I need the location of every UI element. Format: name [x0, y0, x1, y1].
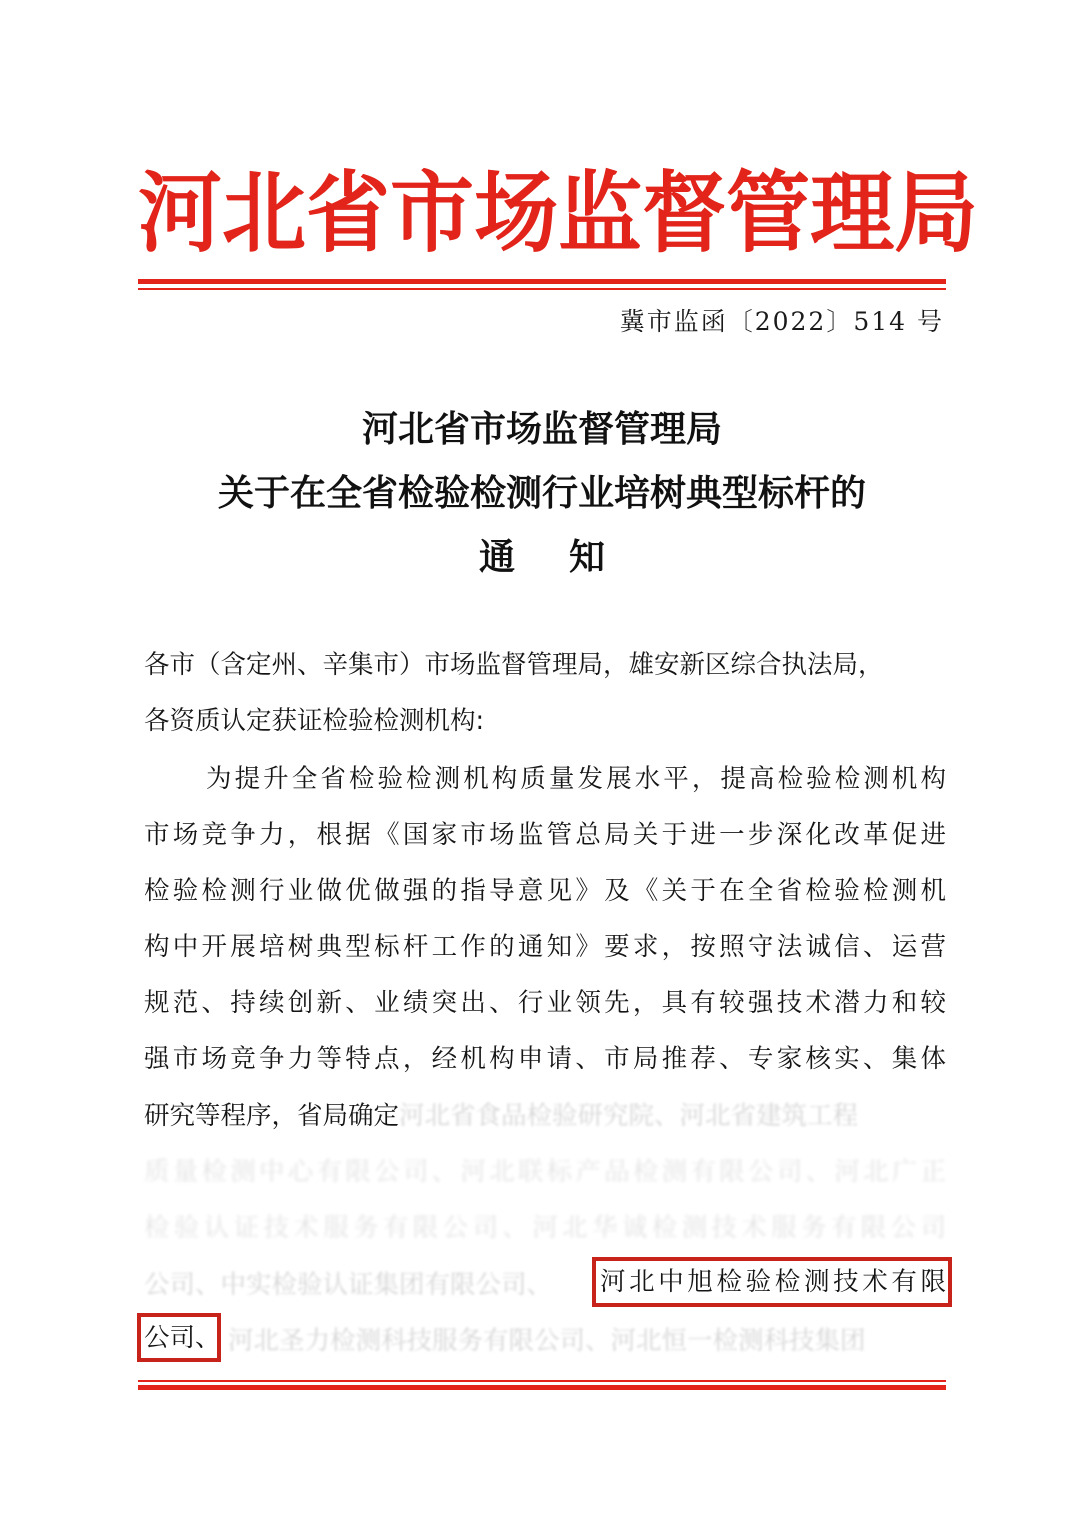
- body-line: 规范、持续创新、业绩突出、行业领先，具有较强技术潜力和较: [144, 988, 946, 1018]
- issuer-title-char: 北: [222, 160, 307, 265]
- heading-line-1: 河北省市场监督管理局: [361, 409, 722, 450]
- body-line-faded: 质量检测中心有限公司、河北联标产品检测有限公司、河北广正: [144, 1157, 946, 1187]
- heading-char: 知: [569, 537, 606, 578]
- highlighted-company-name: 河北中旭检验检测技术有限: [600, 1267, 946, 1297]
- highlighted-company-name: 公司、: [144, 1323, 221, 1353]
- body-line-faded: 河北圣力检测科技服务有限公司、河北恒一检测科技集团: [228, 1326, 866, 1356]
- issuer-title: [138, 158, 979, 268]
- body-line: 市场竞争力，根据《国家市场监管总局关于进一步深化改革促进: [144, 820, 946, 850]
- heading-line-2: 关于在全省检验检测行业培树典型标杆的: [217, 473, 866, 514]
- body-text-faded: 河北省食品检验研究院、河北省建筑工程: [399, 1101, 859, 1131]
- body-line-faded: 公司、中实检验认证集团有限公司、: [144, 1270, 553, 1300]
- heading-line-3: [138, 526, 946, 590]
- heading-char: 通: [478, 537, 515, 578]
- header-rule-thick: [138, 279, 946, 284]
- issuer-title-char: 监: [558, 160, 643, 265]
- body-line: 检验检测行业做优做强的指导意见》及《关于在全省检验检测机: [144, 876, 946, 906]
- body-line: 为提升全省检验检测机构质量发展水平，提高检验检测机构: [206, 764, 946, 794]
- issuer-title-char: 局: [894, 160, 979, 265]
- issuer-title-char: 管: [726, 160, 811, 265]
- header-rule-thin: [138, 288, 946, 290]
- body-line-faded: 检验认证技术服务有限公司、河北华诚检测技术服务有限公司: [144, 1213, 946, 1243]
- body-text: 研究等程序，省局确定: [144, 1101, 400, 1131]
- footer-rule-thick: [138, 1385, 946, 1390]
- issuer-title-char: 理: [810, 160, 895, 265]
- body-line: 各资质认定获证检验检测机构:: [144, 706, 485, 736]
- issuer-title-char: 督: [642, 160, 727, 265]
- document-number: 冀市监函〔2022〕514 号: [619, 307, 944, 336]
- body-line: 强市场竞争力等特点，经机构申请、市局推荐、专家核实、集体: [144, 1044, 946, 1074]
- body-line-partial: [144, 1088, 946, 1144]
- body-line: 各市（含定州、辛集市）市场监督管理局，雄安新区综合执法局，: [144, 650, 884, 680]
- footer-rule-thin: [138, 1380, 946, 1382]
- body-line: 构中开展培树典型标杆工作的通知》要求，按照守法诚信、运营: [144, 932, 946, 962]
- issuer-title-char: 河: [138, 160, 223, 265]
- issuer-title-char: 市: [390, 160, 475, 265]
- issuer-title-char: 省: [306, 160, 391, 265]
- issuer-title-char: 场: [474, 160, 559, 265]
